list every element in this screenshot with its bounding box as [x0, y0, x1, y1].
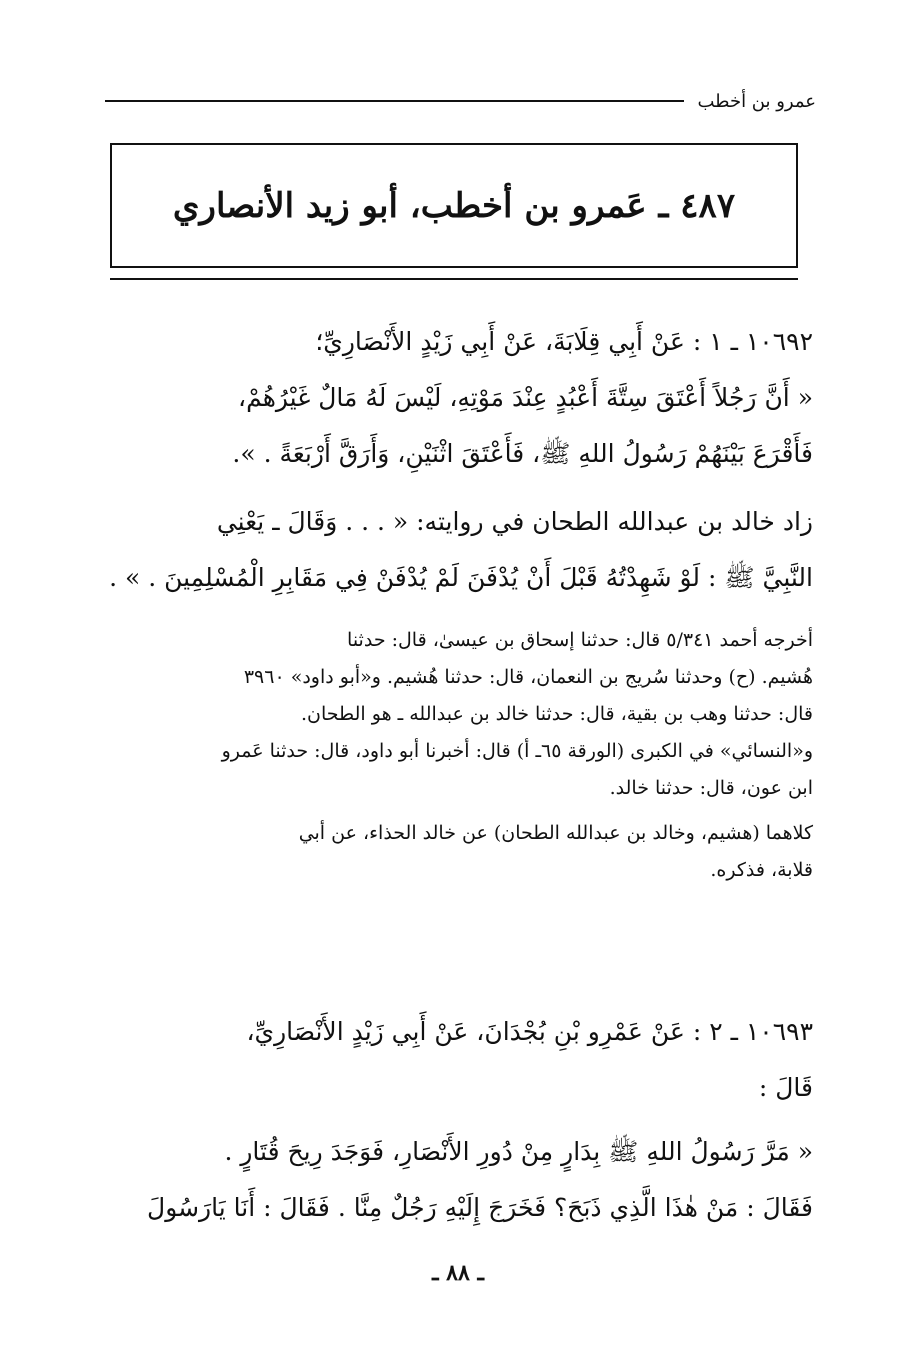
hadith-2-text	[105, 1004, 813, 1236]
hadith-2-line-3: « مَرَّ رَسُولُ اللهِ ﷺ بِدَارٍ مِنْ دُورِ الأَنْصَارِ، فَوَجَدَ رِيحَ قُتَارٍ .	[224, 1137, 813, 1166]
chapter-title: ٤٨٧ ـ عَمرو بن أخطب، أبو زيد الأنصاري	[172, 185, 736, 226]
hadith-1-text	[105, 314, 813, 606]
takhrij-line-3: قال: حدثنا وهب بن بقية، قال: حدثنا خالد بن عبدالله ـ هو الطحان.	[301, 703, 813, 725]
page-number: ـ ٨٨ ـ	[432, 1260, 484, 1286]
hadith-2-line-2: قَالَ :	[758, 1073, 813, 1102]
takhrij-line-4: و«النسائي» في الكبرى (الورقة ٦٥ـ أ) قال: أخبرنا أبو داود، قال: حدثنا عَمرو	[221, 740, 813, 762]
hadith-2-line-1: ١٠٦٩٣ ـ ٢ : عَنْ عَمْرِو بْنِ بُجْدَانَ، عَنْ أَبِي زَيْدٍ الأَنْصَارِيِّ،	[246, 1017, 813, 1046]
chapter-title-box	[110, 143, 798, 268]
header-rule	[105, 100, 684, 102]
hadith-1-line-4: زاد خالد بن عبدالله الطحان في روايته: « . . . وَقَالَ ـ يَعْنِي	[216, 507, 813, 536]
hadith-1-line-5: النَّبِيَّ ﷺ : لَوْ شَهِدْتُهُ قَبْلَ أَنْ يُدْفَنَ لَمْ يُدْفَنْ فِي مَقَابِرِ الْمُسْلِمِينَ . » .	[109, 563, 813, 592]
title-underline	[110, 278, 798, 280]
takhrij-line-2: هُشيم. (ح) وحدثنا سُريج بن النعمان، قال: حدثنا هُشيم. و«أبو داود» ٣٩٦٠	[243, 666, 813, 688]
running-head	[105, 86, 816, 116]
takhrij-line-6: كلاهما (هشيم، وخالد بن عبدالله الطحان) عن خالد الحذاء، عن أبي	[298, 822, 813, 844]
hadith-1-line-1: ١٠٦٩٢ ـ ١ : عَنْ أَبِي قِلَابَةَ، عَنْ أَبِي زَيْدٍ الأَنْصَارِيِّ؛	[315, 327, 813, 356]
hadith-1-line-2: « أَنَّ رَجُلاً أَعْتَقَ سِتَّةَ أَعْبُدٍ عِنْدَ مَوْتِهِ، لَيْسَ لَهُ مَالٌ غَيْرُهُمْ،	[238, 383, 813, 412]
running-head-title: عمرو بن أخطب	[697, 90, 816, 112]
takhrij-line-7: قلابة، فذكره.	[710, 859, 813, 881]
hadith-1-line-3: فَأَقْرَعَ بَيْنَهُمْ رَسُولُ اللهِ ﷺ، فَأَعْتَقَ اثْنَيْنِ، وَأَرَقَّ أَرْبَعَةً . ».	[232, 439, 813, 468]
hadith-2-line-4: فَقَالَ : مَنْ هٰذَا الَّذِي ذَبَحَ؟ فَخَرَجَ إِلَيْهِ رَجُلٌ مِنَّا . فَقَالَ : أَنَا يَارَسُولَ	[147, 1193, 813, 1222]
takhrij-line-1: أخرجه أحمد ٥/٣٤١ قال: حدثنا إسحاق بن عيسىٰ، قال: حدثنا	[347, 629, 813, 651]
takhrij-line-5: ابن عون، قال: حدثنا خالد.	[609, 777, 813, 799]
hadith-1-takhrij	[105, 622, 813, 889]
